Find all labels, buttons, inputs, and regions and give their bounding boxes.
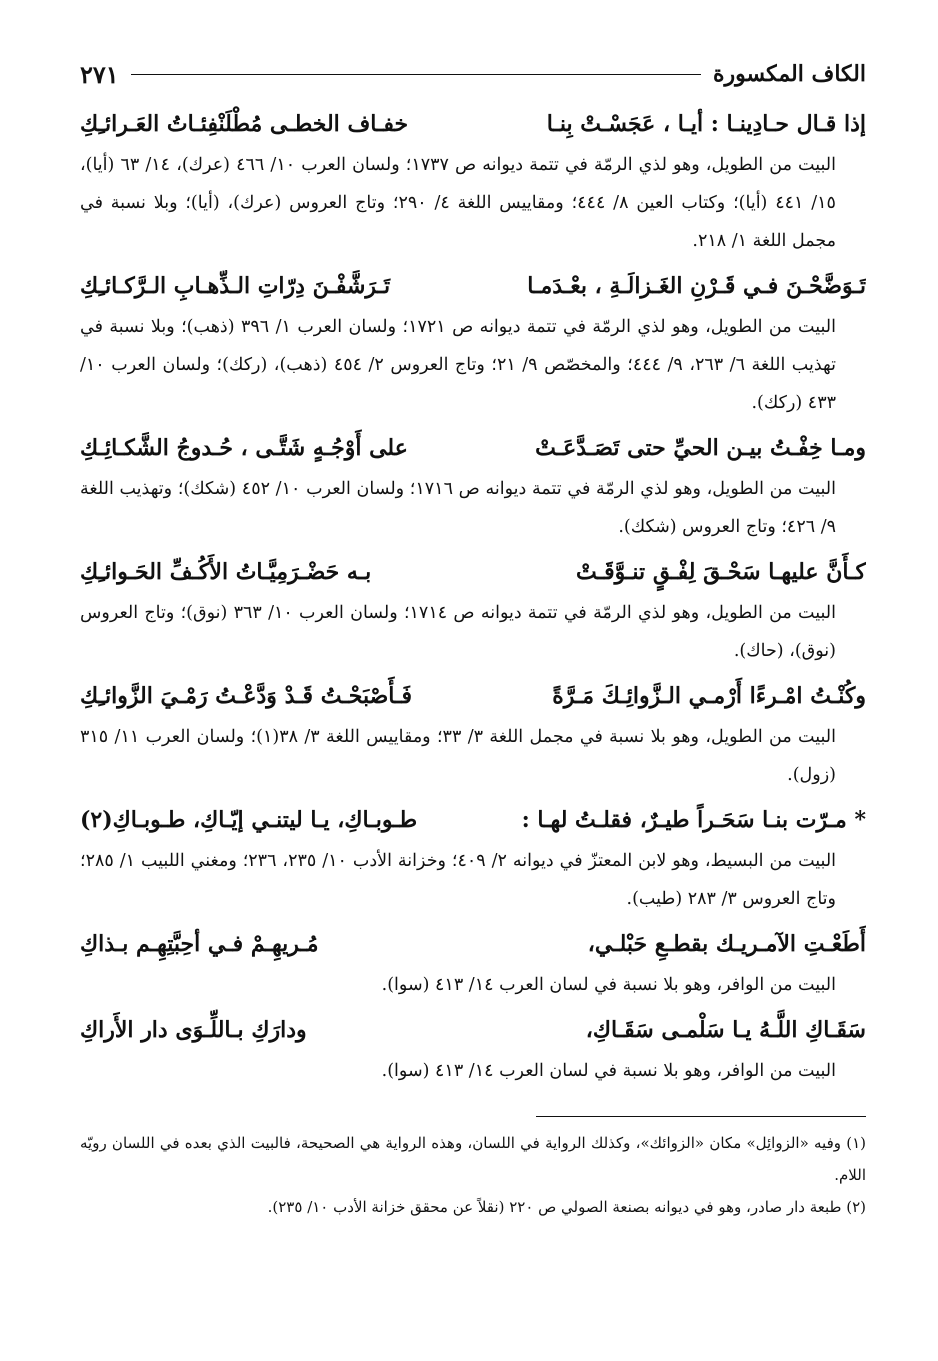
verse-note: البيت من الطويل، وهو لذي الرمّة في تتمة ديوانه ص ١٧٣٧؛ ولسان العرب ١٠/ ٤٦٦ (عرك)، ١٤/ ٦٣ (أيا)، ١٥/ ٤٤١ (أيا)؛ وكتاب العين ٨/ ٤٤٤؛ ومقاييس اللغة ٤/ ٢٩٠؛ وتاج العروس (عرك)، (أيا)؛ وبلا نسبة في مجمل اللغة ١/ ٢١٨. xyxy=(80,155,836,251)
verse-line xyxy=(80,674,866,718)
verse-line xyxy=(80,426,866,470)
verse-note: البيت من الطويل، وهو لذي الرمّة في تتمة ديوانه ص ١٧١٦؛ ولسان العرب ١٠/ ٤٥٢ (شكك)؛ وتهذيب اللغة ٩/ ٤٢٦؛ وتاج العروس (شكك). xyxy=(80,479,836,537)
verse-line xyxy=(80,102,866,146)
verse-second-hemistich: طـوبـاكِ، يـا ليتنـي إيّـاكِ، طـوبـاكِ(٢) xyxy=(80,807,418,833)
verse-second-hemistich: فَـأَصْبَحْـتُ قَـدْ وَدَّعْـتُ رَمْـيَ الزَّوائـِكِ xyxy=(80,683,412,709)
verse-first-hemistich: * مـرّت بنـا سَحَـراً طيـرٌ، فقلـتُ لهـا : xyxy=(521,807,866,833)
verse-entry-5 xyxy=(80,674,866,794)
verse-first-hemistich: إذا قـال حـادِينـا : أيـا ، عَجَسْـتْ بِنـا xyxy=(546,111,866,137)
verse-entry-4 xyxy=(80,550,866,670)
verse-line xyxy=(80,264,866,308)
verse-entry-3 xyxy=(80,426,866,546)
verse-note: البيت من البسيط، وهو لابن المعتزّ في ديوانه ٢/ ٤٠٩؛ وخزانة الأدب ١٠/ ٢٣٥، ٢٣٦؛ ومغني اللبيب ١/ ٢٨٥؛ وتاج العروس ٣/ ٢٨٣ (طيب). xyxy=(80,851,837,909)
verse-line xyxy=(80,550,866,594)
page-header xyxy=(80,54,866,94)
verse-second-hemistich: مُـريهِـمْ فـي أحِبَّتِهِـم بـذاكِ xyxy=(80,931,319,957)
verse-note: البيت من الطويل، وهو لذي الرمّة في تتمة ديوانه ص ١٧٢١؛ ولسان العرب ١/ ٣٩٦ (ذهب)؛ وبلا نسبة في تهذيب اللغة ٦/ ٢٦٣، ٩/ ٤٤٤؛ والمخصّص ٩/ ٢١؛ وتاج العروس ٢/ ٤٥٤ (ذهب)، (ركك)؛ ولسان العرب ١٠/ ٤٣٣ (ركك). xyxy=(80,317,836,413)
verse-line xyxy=(80,922,866,966)
verse-note: البيت من الوافر، وهو بلا نسبة في لسان العرب ١٤/ ٤١٣ (سوا). xyxy=(381,975,836,995)
verse-second-hemistich: على أَوْجُـهٍ شَتَّـى ، حُـدوجُ الشَّكـائِـكِ xyxy=(80,435,408,461)
verse-note: البيت من الوافر، وهو بلا نسبة في لسان العرب ١٤/ ٤١٣ (سوا). xyxy=(381,1061,836,1081)
verse-second-hemistich: ودارَكِ بـاللِّـوَى دار الأَراكِ xyxy=(80,1017,307,1043)
verse-line xyxy=(80,1008,866,1052)
verse-first-hemistich: تَـوَضَّحْـنَ فـي قَـرْنِ الغَـزالَـةِ ، بعْـدَمـا xyxy=(527,273,866,299)
verse-entry-2 xyxy=(80,264,866,422)
header-rule xyxy=(131,74,701,75)
footnote-1: (١) وفيه «الزوائِل» مكان «الزوائك»، وكذلك الرواية في اللسان، وهذه الرواية هي الصحيحة، فالبيت الذي بعده في اللسان رويّه اللام. xyxy=(80,1134,866,1184)
footnote-separator xyxy=(536,1116,866,1117)
verse-note: البيت من الطويل، وهو لذي الرمّة في تتمة ديوانه ص ١٧١٤؛ ولسان العرب ١٠/ ٣٦٣ (نوق)؛ وتاج العروس (نوق)، (حاك). xyxy=(80,603,836,661)
footnote-2: (٢) طبعة دار صادر، وهو في ديوانه بصنعة الصولي ص ٢٢٠ (نقلاً عن محقق خزانة الأدب ١٠/ ٢٣٥). xyxy=(267,1198,866,1216)
verse-first-hemistich: ومـا خِفْـتُ بيـن الحيِّ حتى تَصَـدَّعَـتْ xyxy=(535,435,866,461)
verse-first-hemistich: أَطَعْـتِ الآمـريـك بقطـعِ حَبْلـي، xyxy=(587,931,866,957)
verse-first-hemistich: وكُنْـتُ امْـرءًا أَرْمـي الـزَّوائِـكَ مَـرَّةً xyxy=(552,683,866,709)
verse-note: البيت من الطويل، وهو بلا نسبة في مجمل اللغة ٣/ ٣٣؛ ومقاييس اللغة ٣/ ٣٨(١)؛ ولسان العرب ١١/ ٣١٥ (زول). xyxy=(80,727,836,785)
verse-entry-7 xyxy=(80,922,866,1004)
running-title: الكاف المكسورة xyxy=(713,61,866,87)
verse-first-hemistich: كـأَنَّ عليهـا سَحْـقَ لِفْـقٍ تنـوَّقَـتْ xyxy=(576,559,866,585)
verse-first-hemistich: سَقَـاكِ اللَّـهُ يـا سَلْمـى سَقَـاكِ، xyxy=(585,1017,866,1043)
verse-entry-8 xyxy=(80,1008,866,1090)
verse-line xyxy=(80,798,866,842)
verse-second-hemistich: خفـاف الخطـى مُطْلَنْفِئـاتُ العَـرائـِكِ xyxy=(80,111,409,137)
page-number: ٢٧١ xyxy=(80,59,119,89)
verse-entry-1 xyxy=(80,102,866,260)
verse-second-hemistich: تَـرَشَّفْـنَ دِرّاتِ الـذِّهـابِ الـرَّكـائـِكِ xyxy=(80,273,391,299)
verse-second-hemistich: بـه حَضْـرَمِيَّـاتُ الأَكُـفِّ الحَـوائـِكِ xyxy=(80,559,372,585)
verse-entry-6 xyxy=(80,798,866,918)
